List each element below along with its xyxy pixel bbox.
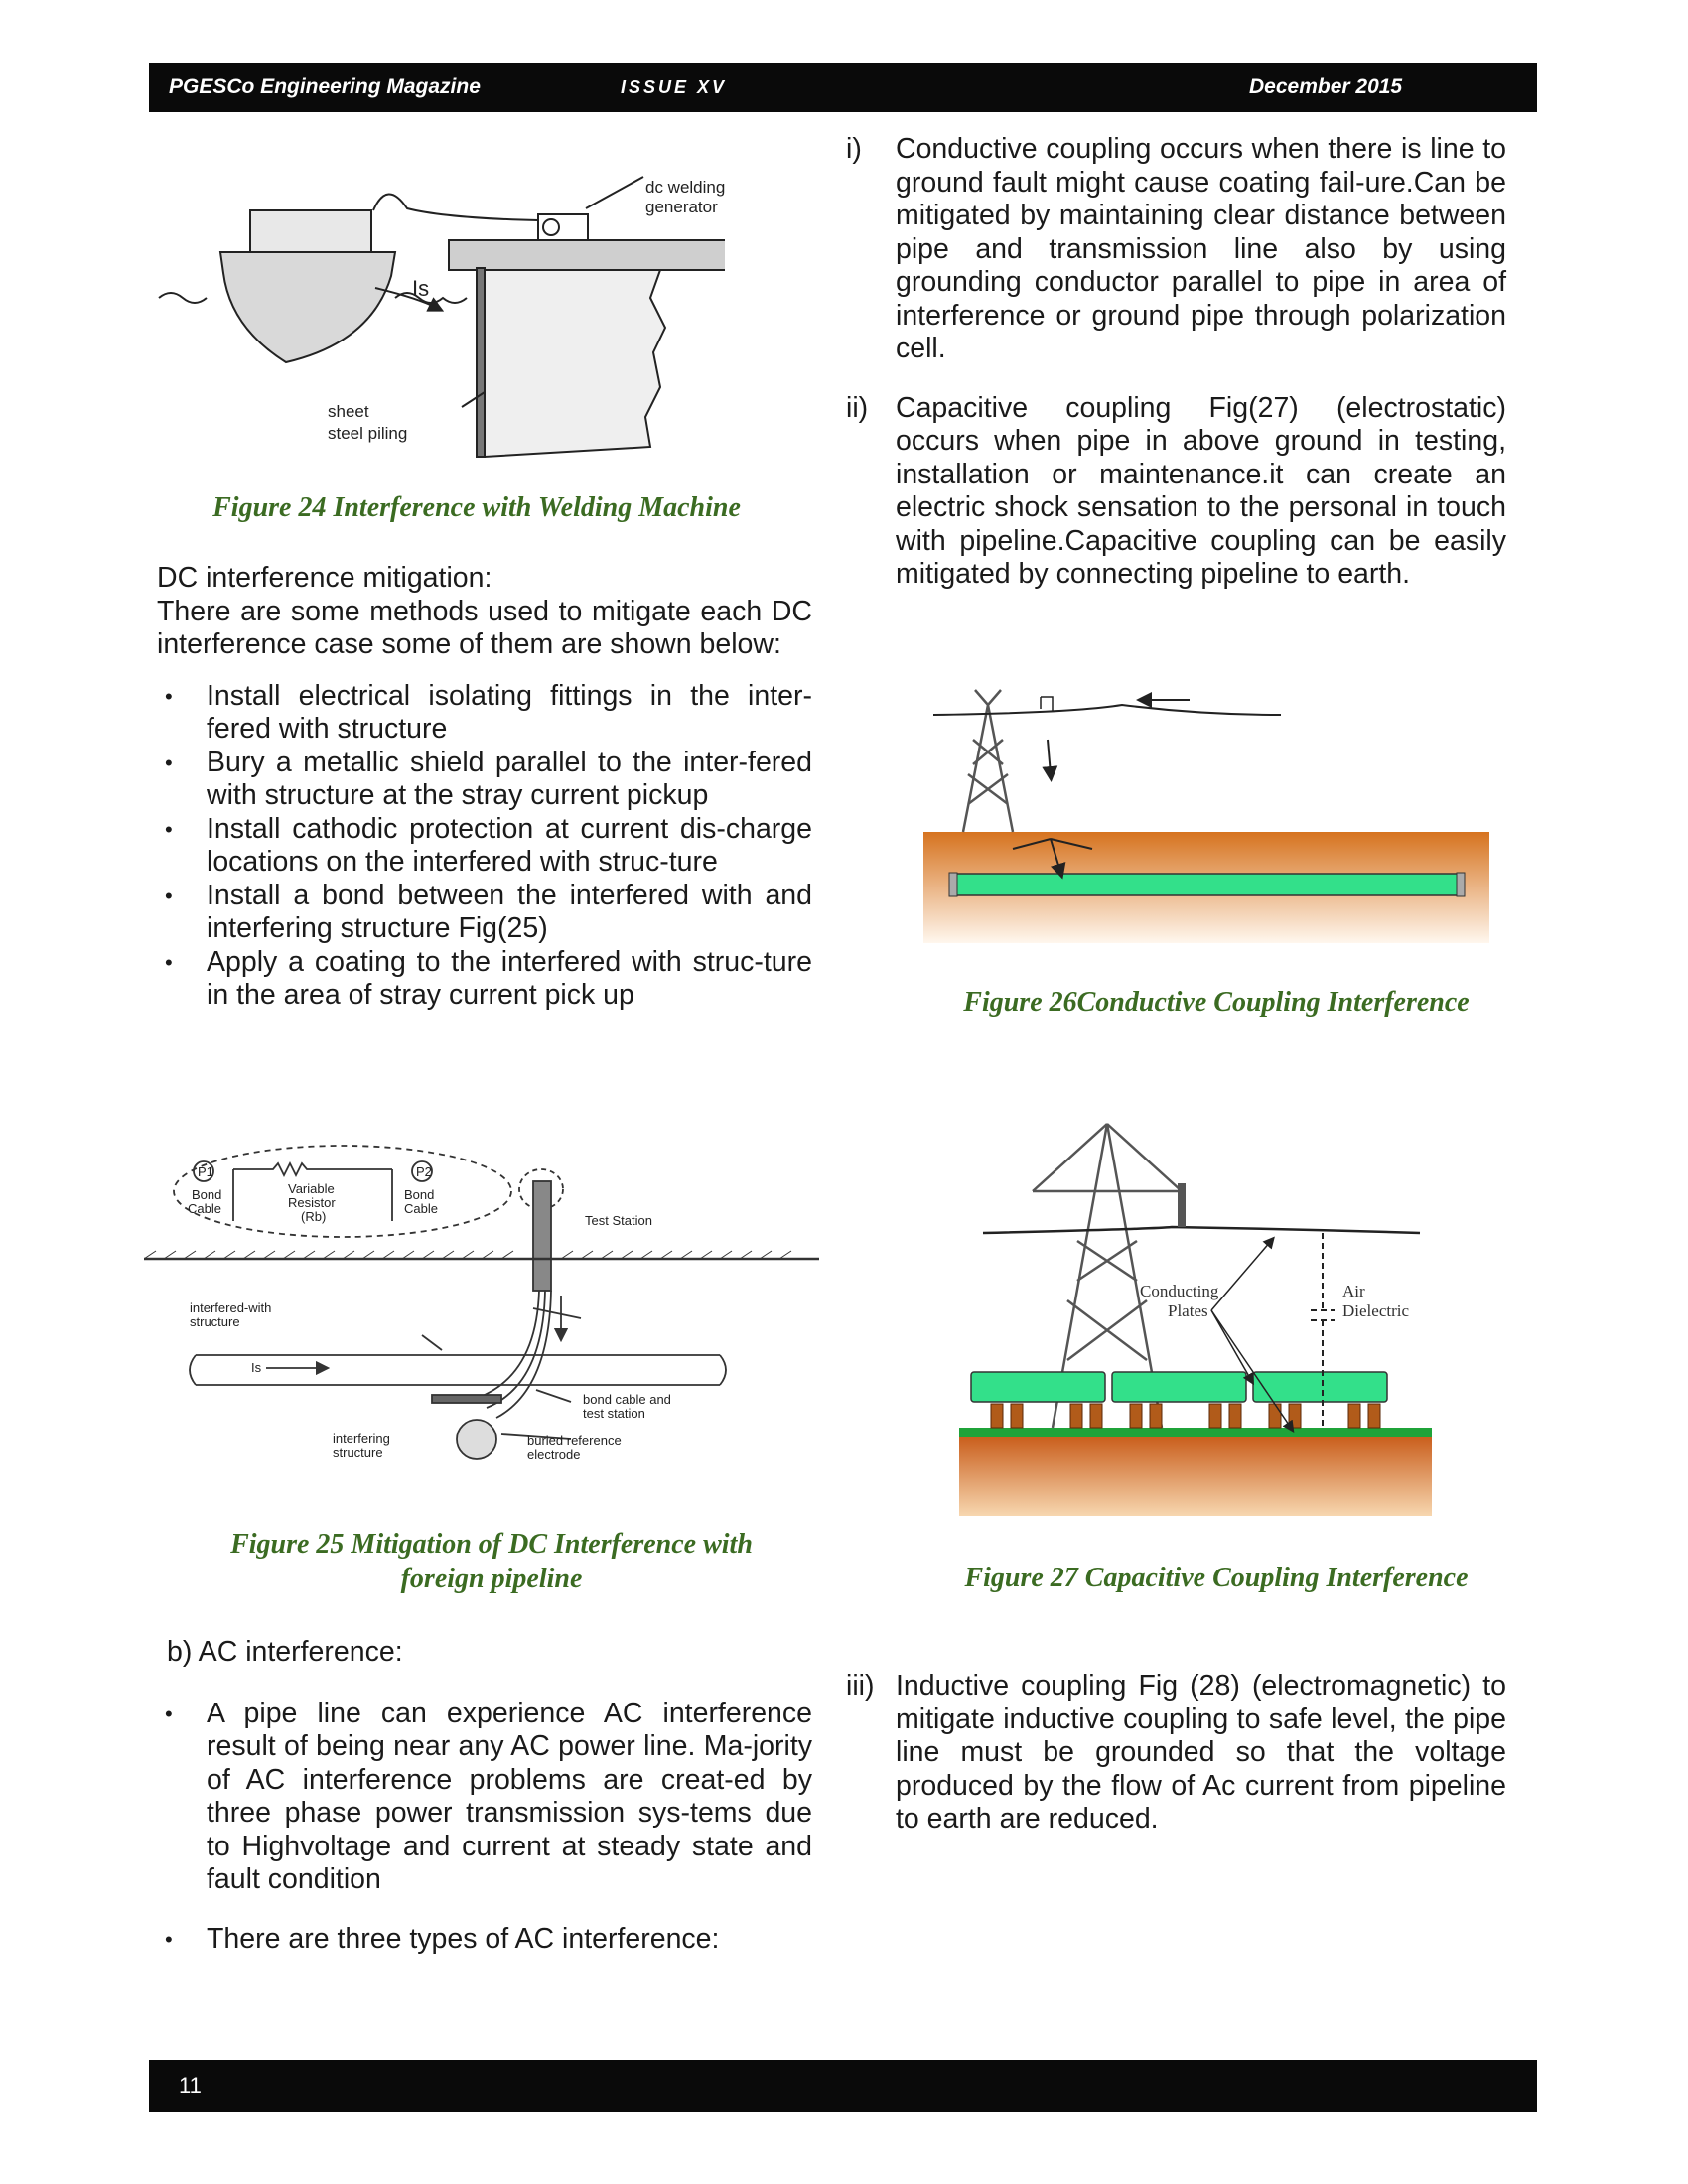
list-item: • Install cathodic protection at current dis-charge locations on the interfered with struc-ture: [157, 813, 812, 880]
coupling-item-iii: [846, 1670, 1506, 1837]
fig25-electrode: buried reference: [527, 1433, 622, 1448]
fig25-test-station: Test Station: [585, 1213, 652, 1228]
fig25-bond-right-2: Cable: [404, 1201, 438, 1216]
coupling-item-text: Capacitive coupling Fig(27) (electrostatic) occurs when pipe in above ground in testing, installation or maintenance.it can create an electric shock sensation to the personal in touch with pipeline.Capacitive coupling can be easily mitigated by connecting pipeline to earth.: [896, 391, 1506, 590]
fig24-generator-label: dc welding: [645, 178, 725, 197]
list-item: • Install a bond between the interfered with and interfering structure Fig(25): [157, 880, 812, 946]
figure-25-caption-line-2: foreign pipeline: [400, 1564, 583, 1594]
fig25-bond-left-2: Cable: [188, 1201, 221, 1216]
figure-27-illustration: [953, 1112, 1450, 1519]
right-column-bottom: [846, 1670, 1506, 1837]
fig27-plates-label-2: Plates: [1168, 1301, 1208, 1320]
figure-25-caption: [149, 1527, 834, 1596]
coupling-item-ii: [846, 392, 1506, 592]
fig25-interfering: interfering: [333, 1432, 390, 1446]
left-column-top: [157, 562, 812, 1013]
right-column-top: [846, 133, 1506, 592]
coupling-item-text: Inductive coupling Fig (28) (electromagnetic) to mitigate inductive coupling to safe level, the pipe line must be grounded so that the voltage produced by the flow of Ac current from pipeline to earth are reduced.: [896, 1670, 1506, 1835]
fig25-interfered-2: structure: [190, 1314, 240, 1329]
dc-mitigation-title: DC interference mitigation:: [157, 562, 492, 594]
fig25-resistor-3: (Rb): [301, 1209, 327, 1224]
page-footer: [149, 2060, 1537, 2112]
figure-26-illustration: [923, 685, 1509, 943]
fig25-p1-label: P1: [198, 1164, 213, 1179]
fig25-p2-label: P2: [416, 1164, 432, 1179]
left-column-bottom: [157, 1636, 812, 1956]
list-item: • A pipe line can experience AC interference result of being near any AC power line. Ma-jority of AC interference problems are creat-ed by three phase power transmission sys-tems due to Highvoltage and current at steady state and fault condition: [157, 1698, 812, 1897]
page-header: [149, 63, 1537, 112]
fig27-plates-label: Conducting: [1140, 1282, 1219, 1300]
fig24-current-label: Is: [412, 276, 430, 301]
figure-24-caption: Figure 24 Interference with Welding Machine: [212, 492, 741, 523]
fig24-piling-label-2: steel piling: [328, 424, 408, 443]
coupling-item-number: iii): [846, 1670, 875, 1702]
fig25-bond-left: Bond: [192, 1187, 222, 1202]
fig25-bond-cable-2: test station: [583, 1406, 645, 1421]
fig25-bond-cable: bond cable and: [583, 1392, 671, 1407]
figure-25-illustration: [144, 1142, 819, 1489]
issue-label: ISSUE XV: [621, 77, 728, 97]
figure-26-caption: Figure 26Conductive Coupling Interference: [963, 987, 1470, 1018]
magazine-title: PGESCo Engineering Magazine: [169, 75, 481, 98]
coupling-item-i: [846, 133, 1506, 366]
fig25-resistor-2: Resistor: [288, 1195, 336, 1210]
fig25-is: Is: [251, 1360, 262, 1375]
fig25-interfering-2: structure: [333, 1445, 383, 1460]
ac-list: [157, 1698, 812, 1957]
dc-mitigation-list: [157, 680, 812, 1013]
coupling-item-text: Conductive coupling occurs when there is line to ground fault might cause coating fail-ure.Can be mitigated by maintaining clear distance between pipe and transmission line also by using grounding conductor parallel to pipe in area of interference or ground pipe through polarization cell.: [896, 133, 1506, 364]
fig27-air-label-2: Dielectric: [1342, 1301, 1410, 1320]
dc-mitigation-intro: There are some methods used to mitigate each DC interference case some of them are shown below:: [157, 595, 812, 660]
fig24-piling-label: sheet: [328, 402, 369, 421]
ac-heading: b) AC interference:: [167, 1636, 403, 1668]
list-item: • There are three types of AC interference:: [157, 1923, 812, 1957]
fig25-bond-right: Bond: [404, 1187, 435, 1202]
fig25-electrode-2: electrode: [527, 1447, 581, 1462]
page-number: 11: [179, 2073, 202, 2098]
list-item: • Bury a metallic shield parallel to the inter-fered with structure at the stray current pickup: [157, 747, 812, 813]
list-item: • Apply a coating to the interfered with struc-ture in the area of stray current pick up: [157, 946, 812, 1013]
fig25-resistor: Variable: [288, 1181, 335, 1196]
fig24-generator-label-2: generator: [645, 198, 718, 216]
figure-27-caption: Figure 27 Capacitive Coupling Interference: [964, 1563, 1469, 1593]
coupling-item-number: ii): [846, 391, 869, 424]
figure-24-illustration: [149, 149, 725, 467]
list-item: • Install electrical isolating fittings in the inter-fered with structure: [157, 680, 812, 747]
fig25-interfered: interfered-with: [190, 1300, 272, 1315]
issue-date: December 2015: [1249, 75, 1403, 98]
fig27-air-label: Air: [1342, 1282, 1365, 1300]
figure-25-caption-line-1: Figure 25 Mitigation of DC Interference with: [230, 1529, 753, 1560]
coupling-item-number: i): [846, 133, 862, 165]
